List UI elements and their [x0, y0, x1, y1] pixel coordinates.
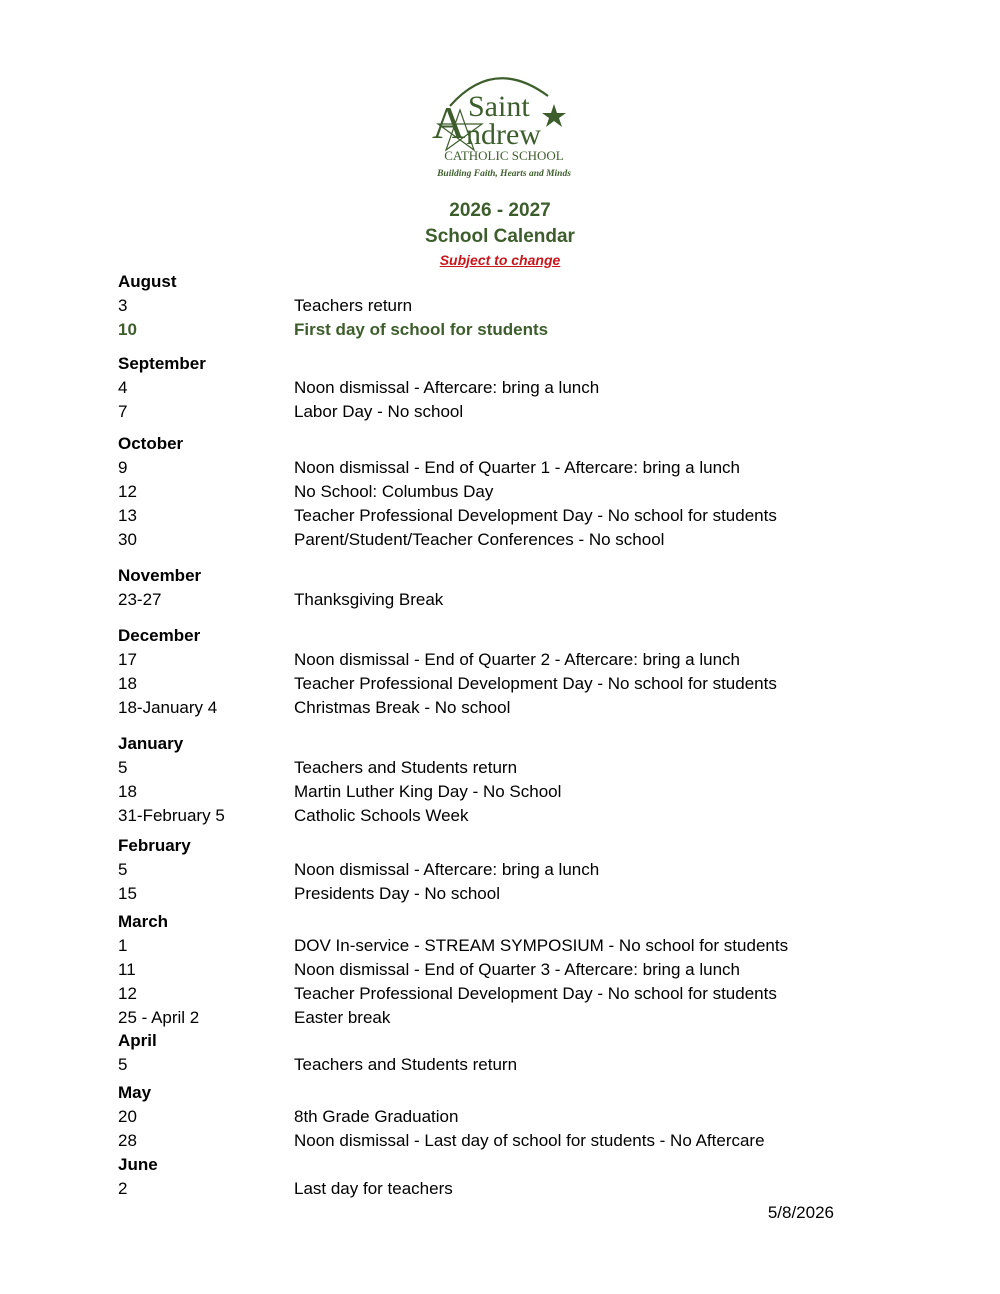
event-date: 12: [118, 984, 137, 1003]
event-description: Labor Day - No school: [294, 402, 464, 421]
event-description: Presidents Day - No school: [294, 884, 500, 903]
logo-line3: CATHOLIC SCHOOL: [444, 148, 564, 163]
event-description: Teachers and Students return: [294, 758, 518, 777]
event-date: 7: [118, 402, 128, 421]
event-description: Catholic Schools Week: [294, 806, 469, 825]
month-heading-january: January: [118, 734, 184, 753]
calendar-row: [0, 650, 1000, 672]
month-heading-october: October: [118, 434, 184, 453]
event-description: Teacher Professional Development Day - No school for students: [294, 674, 777, 693]
event-date: 11: [118, 960, 136, 979]
month-heading-march: March: [118, 912, 169, 931]
event-date: 31-February 5: [118, 806, 225, 825]
event-description: Christmas Break - No school: [294, 698, 511, 717]
star-icon: [542, 104, 566, 127]
event-description: Parent/Student/Teacher Conferences - No school: [294, 530, 665, 549]
event-description: 8th Grade Graduation: [294, 1107, 459, 1126]
event-description: Noon dismissal - End of Quarter 3 - Aftercare: bring a lunch: [294, 960, 740, 979]
event-description: Teachers and Students return: [294, 1055, 518, 1074]
calendar-row: [0, 1131, 1000, 1153]
calendar-row: [0, 698, 1000, 720]
month-heading-december: December: [118, 626, 201, 645]
calendar-row: [0, 936, 1000, 958]
event-date: 15: [118, 884, 137, 903]
event-description: Thanksgiving Break: [294, 590, 444, 609]
calendar-row: [0, 482, 1000, 504]
event-date: 25 - April 2: [118, 1008, 200, 1027]
footer-date: 5/8/2026: [767, 1203, 834, 1222]
calendar-row: [0, 1008, 1000, 1030]
event-description: Noon dismissal - End of Quarter 1 - Aftercare: bring a lunch: [294, 458, 740, 477]
calendar-row: [0, 758, 1000, 780]
event-description: Teachers return: [294, 296, 413, 315]
calendar-row: [0, 960, 1000, 982]
school-logo: [424, 66, 584, 184]
calendar-row: [0, 806, 1000, 828]
calendar-row: [0, 884, 1000, 906]
calendar-row: [0, 674, 1000, 696]
event-description: Noon dismissal - End of Quarter 2 - Aftercare: bring a lunch: [294, 650, 740, 669]
event-description: Noon dismissal - Last day of school for students - No Aftercare: [294, 1131, 765, 1150]
calendar-row: [0, 458, 1000, 480]
calendar-row: [0, 1055, 1000, 1077]
calendar-row: [0, 590, 1000, 612]
calendar-row: [0, 782, 1000, 804]
event-description: Teacher Professional Development Day - No school for students: [294, 506, 777, 525]
calendar-row: [0, 530, 1000, 552]
month-heading-september: September: [118, 354, 206, 373]
month-heading-august: August: [118, 272, 177, 291]
month-heading-february: February: [118, 836, 191, 855]
event-description: Last day for teachers: [294, 1179, 453, 1198]
month-heading-april: April: [118, 1031, 157, 1050]
calendar-row: [0, 378, 1000, 400]
event-description: Teacher Professional Development Day - No school for students: [294, 984, 777, 1003]
event-date: 28: [118, 1131, 137, 1150]
event-date: 5: [118, 758, 128, 777]
logo-tagline: Building Faith, Hearts and Minds: [437, 169, 571, 179]
event-description: Noon dismissal - Aftercare: bring a lunch: [294, 860, 600, 879]
event-date: 18: [118, 674, 137, 693]
calendar-row: [0, 860, 1000, 882]
event-description: No School: Columbus Day: [294, 482, 494, 501]
event-description: DOV In-service - STREAM SYMPOSIUM - No school for students: [294, 936, 789, 955]
calendar-row: [0, 320, 1000, 342]
calendar-row: [0, 1107, 1000, 1129]
event-date: 5: [118, 1055, 128, 1074]
event-date: 30: [118, 530, 137, 549]
calendar-row: [0, 296, 1000, 318]
event-date: 10: [118, 320, 137, 339]
calendar-row: [0, 402, 1000, 424]
event-description: Noon dismissal - Aftercare: bring a lunch: [294, 378, 600, 397]
month-heading-november: November: [118, 566, 202, 585]
event-description: Martin Luther King Day - No School: [294, 782, 562, 801]
event-description: First day of school for students: [294, 320, 549, 339]
event-date: 4: [118, 378, 128, 397]
event-date: 2: [118, 1179, 128, 1198]
event-date: 1: [118, 936, 128, 955]
event-date: 5: [118, 860, 128, 879]
event-date: 9: [118, 458, 128, 477]
calendar-title: School Calendar: [425, 226, 575, 247]
event-date: 17: [118, 650, 137, 669]
calendar-year: 2026 - 2027: [449, 200, 551, 221]
event-date: 23-27: [118, 590, 162, 609]
event-date: 12: [118, 482, 137, 501]
event-date: 18: [118, 782, 137, 801]
logo-line2: ndrew: [466, 118, 541, 151]
calendar-row: [0, 506, 1000, 528]
event-date: 13: [118, 506, 137, 525]
logo-initial: A: [432, 97, 466, 148]
event-date: 3: [118, 296, 128, 315]
event-date: 18-January 4: [118, 698, 218, 717]
subject-to-change-note: Subject to change: [439, 252, 561, 268]
calendar-row: [0, 1179, 1000, 1201]
month-heading-may: May: [118, 1083, 152, 1102]
event-date: 20: [118, 1107, 137, 1126]
event-description: Easter break: [294, 1008, 391, 1027]
calendar-row: [0, 984, 1000, 1006]
month-heading-june: June: [118, 1155, 158, 1174]
logo-line1: Saint: [468, 90, 530, 123]
